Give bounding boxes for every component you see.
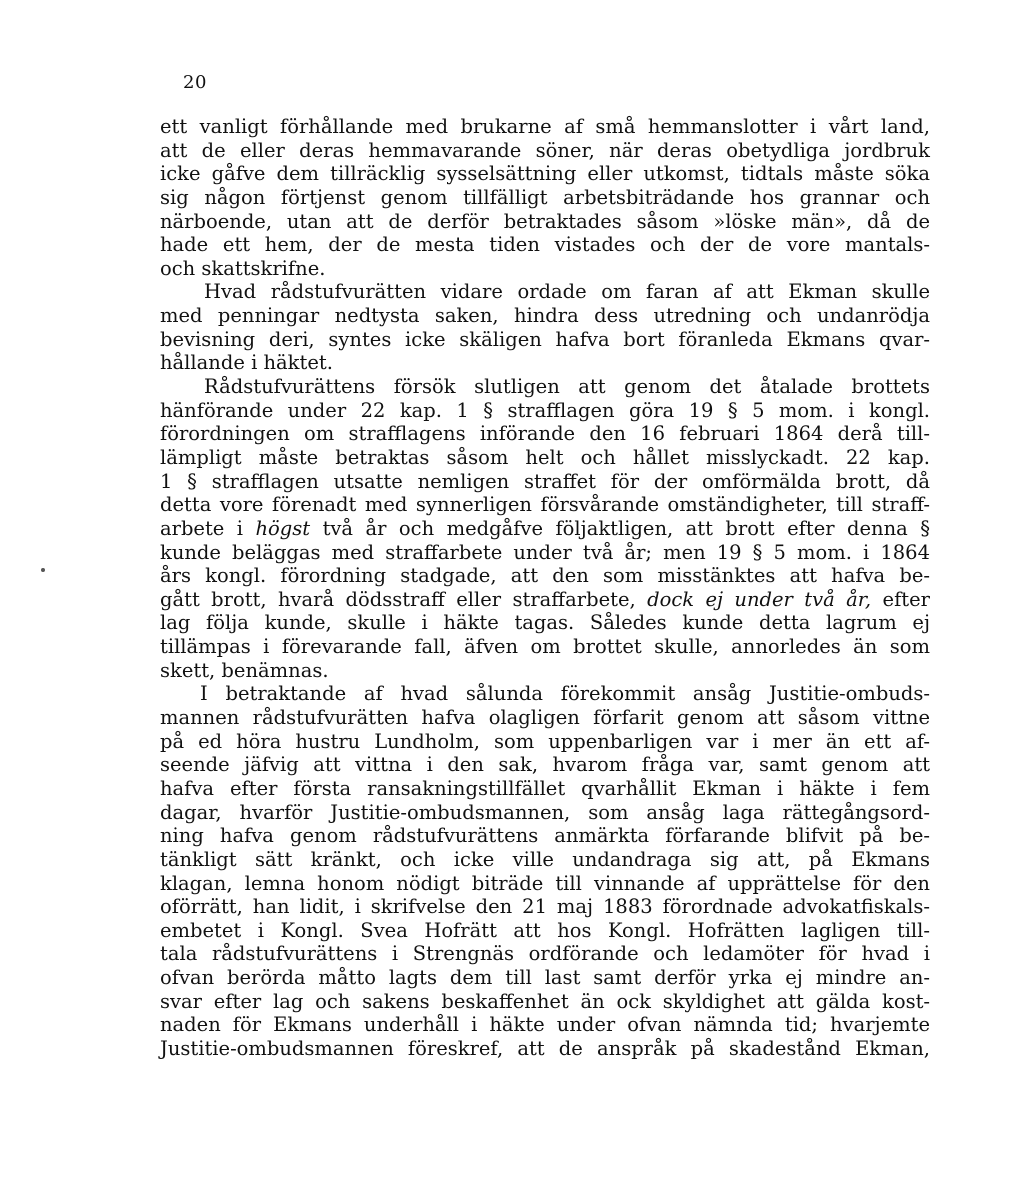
text-line: att de eller deras hemmavarande söner, när deras obetydliga jordbruk: [160, 138, 930, 162]
text-line: dagar, hvarför Justitie-ombudsmannen, som ansåg laga rättegångsord-: [160, 800, 930, 824]
text-line: lämpligt måste betraktas såsom helt och hållet misslyckadt. 22 kap.: [160, 445, 930, 469]
text-line: hade ett hem, der de mesta tiden vistades och der de vore mantals-: [160, 233, 930, 257]
text-line: på ed höra hustru Lundholm, som uppenbarligen var i mer än ett af-: [160, 729, 930, 753]
italic-segment: dock ej under två år,: [647, 587, 872, 611]
text-line: och skattskrifne.: [160, 256, 326, 280]
text-segment: arbete i: [160, 516, 256, 540]
text-line: lag följa kunde, skulle i häkte tagas. Således kunde detta lagrum ej: [160, 611, 930, 635]
text-line: detta vore förenadt med synnerligen försvårande omständigheter, till straff-: [160, 493, 930, 517]
text-line: Rådstufvurättens försök slutligen att genom det åtalade brottets: [204, 375, 930, 399]
text-line: ett vanligt förhållande med brukarne af små hemmanslotter i vårt land,: [160, 115, 930, 138]
text-line: med penningar nedtysta saken, hindra dess utredning och undanrödja: [160, 304, 930, 328]
text-line: kunde beläggas med straffarbete under två år; men 19 § 5 mom. i 1864: [160, 540, 930, 564]
text-line: tala rådstufvurättens i Strengnäs ordförande och ledamöter för hvad i: [160, 942, 930, 966]
paragraph-4: [160, 682, 930, 1060]
text-line: förordningen om strafflagens införande den 16 februari 1864 derå till-: [160, 422, 930, 446]
text-line: hänförande under 22 kap. 1 § strafflagen göra 19 § 5 mom. i kongl.: [160, 398, 930, 422]
text-line: ning hafva genom rådstufvurättens anmärkta förfarande blifvit på be-: [160, 824, 930, 848]
text-line: tillämpas i förevarande fall, äfven om brottet skulle, annorledes än som: [160, 635, 930, 659]
text-line: seende jäfvig att vittna i den sak, hvarom fråga var, samt genom att: [160, 753, 930, 777]
text-segment: två år och medgåfve följaktligen, att brott efter denna §: [310, 516, 930, 540]
text-line: icke gåfve dem tillräcklig sysselsättning eller utkomst, tidtals måste söka: [160, 162, 930, 186]
italic-segment: högst: [255, 516, 311, 540]
text-line: embetet i Kongl. Svea Hofrätt att hos Kongl. Hofrätten lagligen till-: [160, 918, 930, 942]
text-line: hållande i häktet.: [160, 351, 333, 375]
text-line: bevisning deri, syntes icke skäligen hafva bort föranleda Ekmans qvar-: [160, 327, 930, 351]
text-line: skett, benämnas.: [160, 658, 329, 682]
text-line: svar efter lag och sakens beskaffenhet än ock skyldighet att gälda kost-: [160, 989, 930, 1013]
text-line: ofvan berörda måtto lagts dem till last samt derför yrka ej mindre an-: [160, 966, 930, 990]
text-segment: efter: [871, 587, 930, 611]
paragraph-2: [160, 280, 930, 375]
page-number: 20: [183, 72, 207, 93]
text-segment: gått brott, hvarå dödsstraff eller straffarbete,: [160, 587, 648, 611]
text-line: 1 § strafflagen utsatte nemligen straffet för der omförmälda brott, då: [160, 469, 930, 493]
text-line: naden för Ekmans underhåll i häkte under ofvan nämnda tid; hvarjemte: [160, 1013, 930, 1037]
text-line: klagan, lemna honom nödigt biträde till vinnande af upprättelse för den: [160, 871, 930, 895]
text-line: tänkligt sätt kränkt, och icke ville undandraga sig att, på Ekmans: [160, 847, 930, 871]
paragraph-3: [160, 375, 930, 682]
text-line: [160, 517, 930, 541]
text-line: Justitie-ombudsmannen föreskref, att de anspråk på skadestånd Ekman,: [160, 1036, 930, 1060]
body-text: [160, 115, 930, 1061]
text-line: sig någon förtjenst genom tillfälligt arbetsbiträdande hos grannar och: [160, 185, 930, 209]
text-line: mannen rådstufvurätten hafva olagligen förfarit genom att såsom vittne: [160, 706, 930, 730]
text-line: [160, 588, 930, 612]
text-line: närboende, utan att de derför betraktades såsom »löske män», då de: [160, 209, 930, 233]
text-line: oförrätt, han lidit, i skrifvelse den 21 maj 1883 förordnade advokatfiskals-: [160, 895, 930, 919]
text-line: års kongl. förordning stadgade, att den som misstänktes att hafva be-: [160, 564, 930, 588]
text-line: I betraktande af hvad sålunda förekommit ansåg Justitie-ombuds-: [200, 682, 930, 706]
margin-speck: [41, 568, 45, 572]
text-line: hafva efter första ransakningstillfället qvarhållit Ekman i häkte i fem: [160, 776, 930, 800]
text-line: Hvad rådstufvurätten vidare ordade om faran af att Ekman skulle: [204, 280, 930, 304]
paragraph-1: [160, 115, 930, 280]
